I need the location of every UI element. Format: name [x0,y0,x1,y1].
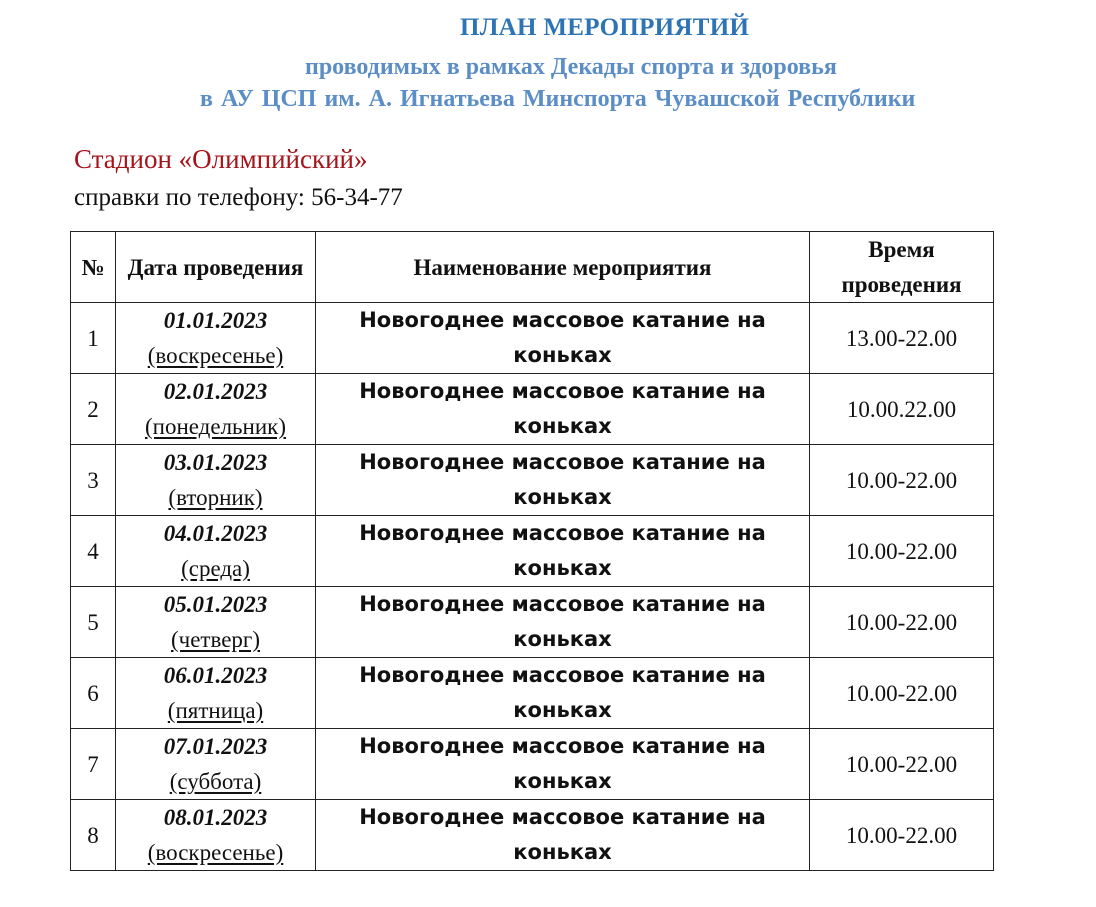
row-date: 03.01.2023 [163,450,268,475]
table-row [71,587,994,658]
table-row [71,658,994,729]
row-date: 08.01.2023 [163,805,268,830]
row-event-name: Новогоднее массовое катание на коньках [359,805,766,864]
row-event-cell [316,800,810,871]
table-row [71,800,994,871]
row-weekday: (воскресенье) [147,840,284,865]
events-table [70,231,994,871]
row-event-cell [316,303,810,374]
row-date-cell [116,303,316,374]
row-date-cell [116,516,316,587]
row-number: 5 [71,587,116,658]
table-row [71,303,994,374]
row-weekday: (воскресенье) [147,343,284,368]
row-event-name: Новогоднее массовое катание на коньках [359,379,766,438]
row-date: 01.01.2023 [163,308,268,333]
row-weekday: (среда) [181,556,250,581]
row-time: 10.00.22.00 [810,374,994,445]
row-date-cell [116,374,316,445]
row-date-cell [116,800,316,871]
document-subtitle-line1: проводимых в рамках Декады спорта и здоровья [305,54,837,80]
row-event-name: Новогоднее массовое катание на коньках [359,521,766,580]
row-event-cell [316,445,810,516]
row-date: 02.01.2023 [163,379,268,404]
row-weekday: (понедельник) [144,414,286,439]
table-row [71,445,994,516]
row-date-cell [116,729,316,800]
table-header-row [71,232,994,303]
row-event-name: Новогоднее массовое катание на коньках [359,450,766,509]
row-number: 8 [71,800,116,871]
row-date-cell [116,658,316,729]
row-event-cell [316,587,810,658]
row-number: 6 [71,658,116,729]
row-date: 04.01.2023 [163,521,268,546]
row-event-name: Новогоднее массовое катание на коньках [359,308,766,367]
row-event-cell [316,729,810,800]
row-event-name: Новогоднее массовое катание на коньках [359,592,766,651]
venue-phone: справки по телефону: 56-34-77 [74,184,403,211]
row-weekday: (суббота) [169,769,262,794]
row-date-cell [116,445,316,516]
row-weekday: (пятница) [167,698,264,723]
row-time: 10.00-22.00 [810,587,994,658]
row-event-cell [316,516,810,587]
document-title: ПЛАН МЕРОПРИЯТИЙ [460,14,750,41]
row-number: 3 [71,445,116,516]
row-event-name: Новогоднее массовое катание на коньках [359,663,766,722]
column-header-time: Время проведения [810,232,994,303]
row-time: 10.00-22.00 [810,445,994,516]
column-header-name: Наименование мероприятия [316,232,810,303]
table-row [71,374,994,445]
row-number: 4 [71,516,116,587]
row-event-cell [316,658,810,729]
row-weekday: (четверг) [170,627,260,652]
row-time: 10.00-22.00 [810,516,994,587]
table-row [71,729,994,800]
row-event-name: Новогоднее массовое катание на коньках [359,734,766,793]
row-time: 10.00-22.00 [810,729,994,800]
row-date-cell [116,587,316,658]
row-time: 13.00-22.00 [810,303,994,374]
row-date: 06.01.2023 [163,663,268,688]
venue-name: Стадион «Олимпийский» [74,144,368,174]
row-number: 7 [71,729,116,800]
row-date: 05.01.2023 [163,592,268,617]
document-subtitle-line2: в АУ ЦСП им. А. Игнатьева Минспорта Чувашской Республики [200,86,916,112]
row-weekday: (вторник) [168,485,263,510]
row-number: 2 [71,374,116,445]
row-event-cell [316,374,810,445]
row-time: 10.00-22.00 [810,658,994,729]
column-header-date: Дата проведения [116,232,316,303]
row-date: 07.01.2023 [163,734,268,759]
row-number: 1 [71,303,116,374]
table-row [71,516,994,587]
row-time: 10.00-22.00 [810,800,994,871]
column-header-num: № [71,232,116,303]
